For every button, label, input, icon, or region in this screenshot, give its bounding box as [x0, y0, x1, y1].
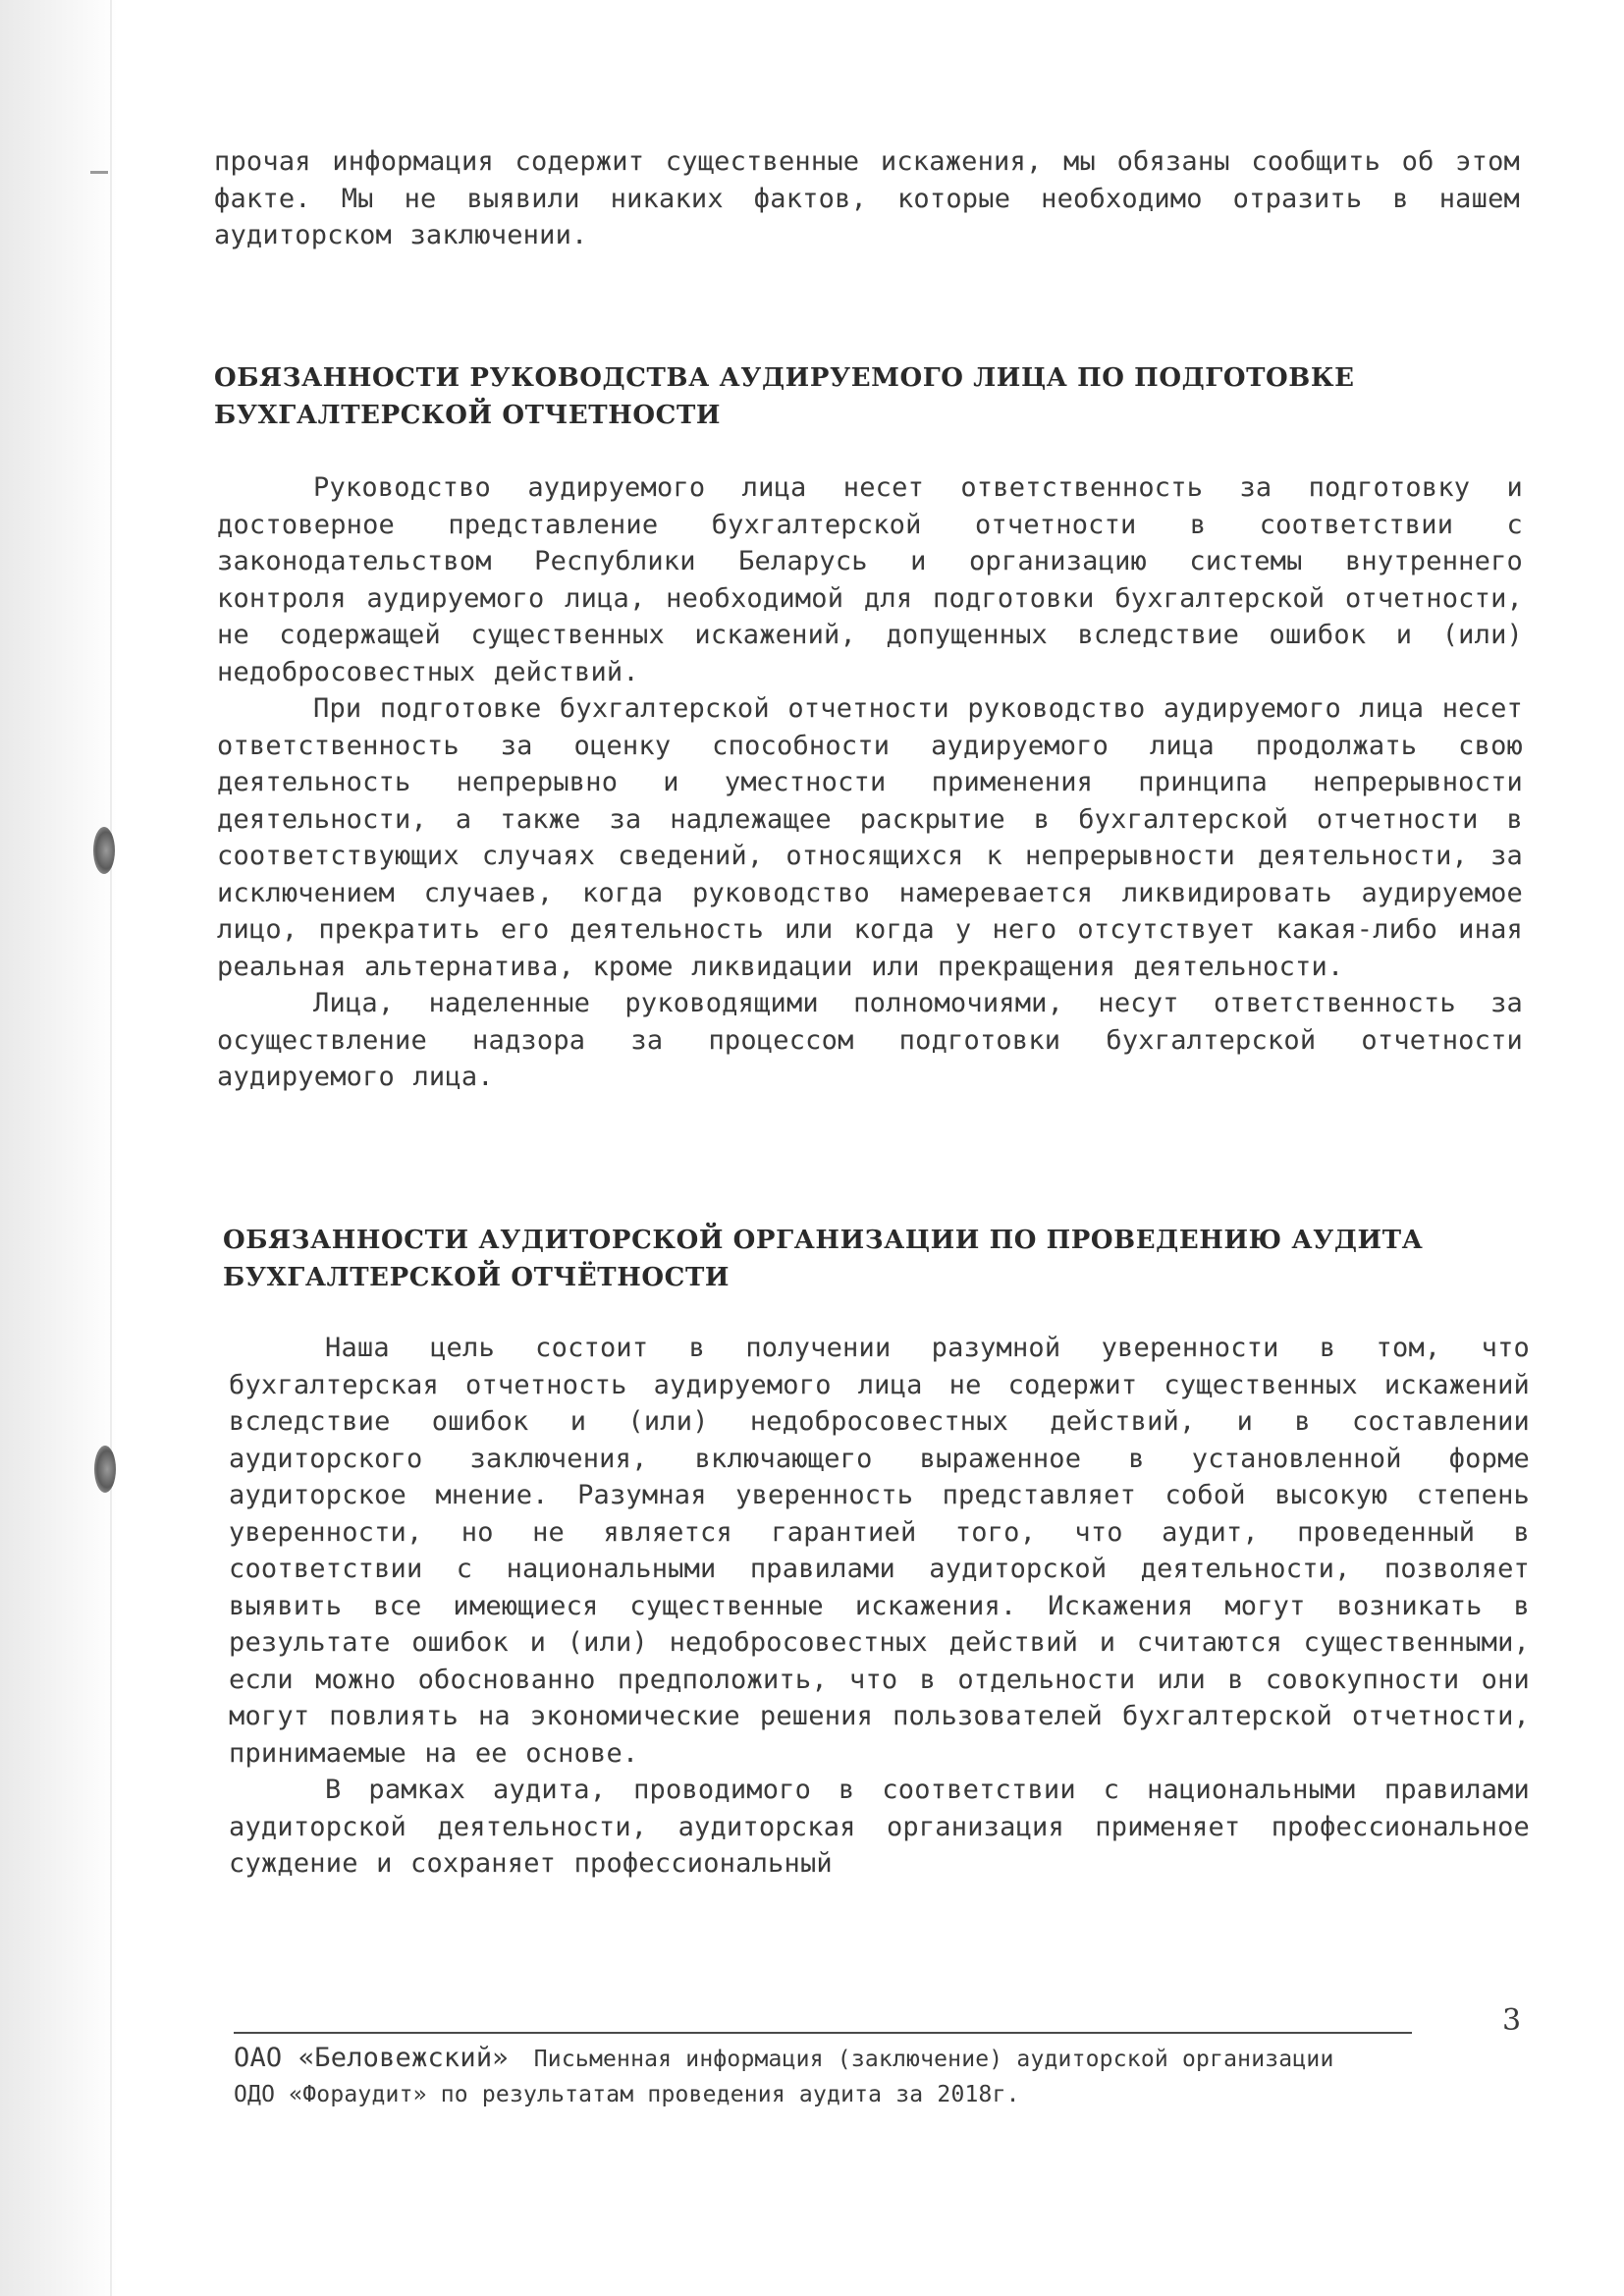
scan-fold-line	[110, 0, 112, 2296]
footer-line-1	[234, 2041, 1530, 2077]
section-management-body	[217, 469, 1523, 1096]
page-number: 3	[1502, 2003, 1522, 2038]
section-heading: ОБЯЗАННОСТИ РУКОВОДСТВА АУДИРУЕМОГО ЛИЦА ПО ПОДГОТОВКЕ БУХГАЛТЕРСКОЙ ОТЧЕТНОСТИ	[214, 363, 1355, 430]
section-auditor-responsibilities	[223, 1222, 1529, 1296]
footer-description: Письменная информация (заключение) аудиторской организации	[533, 2047, 1334, 2072]
footer-company: ОАО «Беловежский»	[234, 2043, 509, 2073]
paragraph: Наша цель состоит в получении разумной уверенности в том, что бухгалтерская отчетность аудируемого лица не содержит существенных искажений вследствие ошибок и (или) недобросовестных действий, и в составлении аудиторского заключения, включающего выраженное в установленной форме аудиторское мнение. Разумная уверенность представляет собой высокую степень уверенности, но не является гарантией того, что аудит, проведенный в соответствии с национальными правилами аудиторской деятельности, позволяет выявить все имеющиеся существенные искажения. Искажения могут возникать в результате ошибок и (или) недобросовестных действий и считаются существенными, если можно обоснованно предположить, что в отдельности или в совокупности они могут повлиять на экономические решения пользователей бухгалтерской отчетности, принимаемые на ее основе.	[229, 1333, 1530, 1769]
punch-hole	[93, 827, 115, 874]
punch-hole	[94, 1446, 116, 1493]
paragraph: В рамках аудита, проводимого в соответствии с национальными правилами аудиторской деятельности, аудиторская организация применяет профессиональное суждение и сохраняет профессиональный	[229, 1775, 1530, 1879]
intro-section	[214, 143, 1520, 254]
footer-divider	[234, 2032, 1412, 2034]
paragraph: При подготовке бухгалтерской отчетности руководство аудируемого лица несет ответственность за оценку способности аудируемого лица продолжать свою деятельность непрерывно и уместности применения принципа непрерывности деятельности, а также за надлежащее раскрытие в бухгалтерской отчетности в соответствующих случаях сведений, относящихся к непрерывности деятельности, за исключением случаев, когда руководство намеревается ликвидировать аудируемое лицо, прекратить его деятельность или когда у него отсутствует какая-либо иная реальная альтернатива, кроме ликвидации или прекращения деятельности.	[217, 693, 1523, 982]
section-heading: ОБЯЗАННОСТИ АУДИТОРСКОЙ ОРГАНИЗАЦИИ ПО ПРОВЕДЕНИЮ АУДИТА БУХГАЛТЕРСКОЙ ОТЧЁТНОСТИ	[223, 1226, 1424, 1292]
section-auditor-body	[229, 1330, 1530, 1883]
footer-line-2: ОДО «Фораудит» по результатам проведения аудита за 2018г.	[234, 2082, 1020, 2107]
paragraph: Руководство аудируемого лица несет ответственность за подготовку и достоверное представление бухгалтерской отчетности в соответствии с законодательством Республики Беларусь и организацию системы внутреннего контроля аудируемого лица, необходимой для подготовки бухгалтерской отчетности, не содержащей существенных искажений, допущенных вследствие ошибок и (или) недобросовестных действий.	[217, 472, 1523, 687]
section-management-responsibilities	[214, 359, 1520, 434]
intro-paragraph: прочая информация содержит существенные искажения, мы обязаны сообщить об этом факте. Мы не выявили никаких фактов, которые необходимо отразить в нашем аудиторском заключении.	[214, 146, 1520, 250]
margin-mark	[90, 171, 108, 174]
footer	[234, 2041, 1530, 2112]
paragraph: Лица, наделенные руководящими полномочиями, несут ответственность за осуществление надзора за процессом подготовки бухгалтерской отчетности аудируемого лица.	[217, 988, 1523, 1092]
scan-shadow	[0, 0, 118, 2296]
